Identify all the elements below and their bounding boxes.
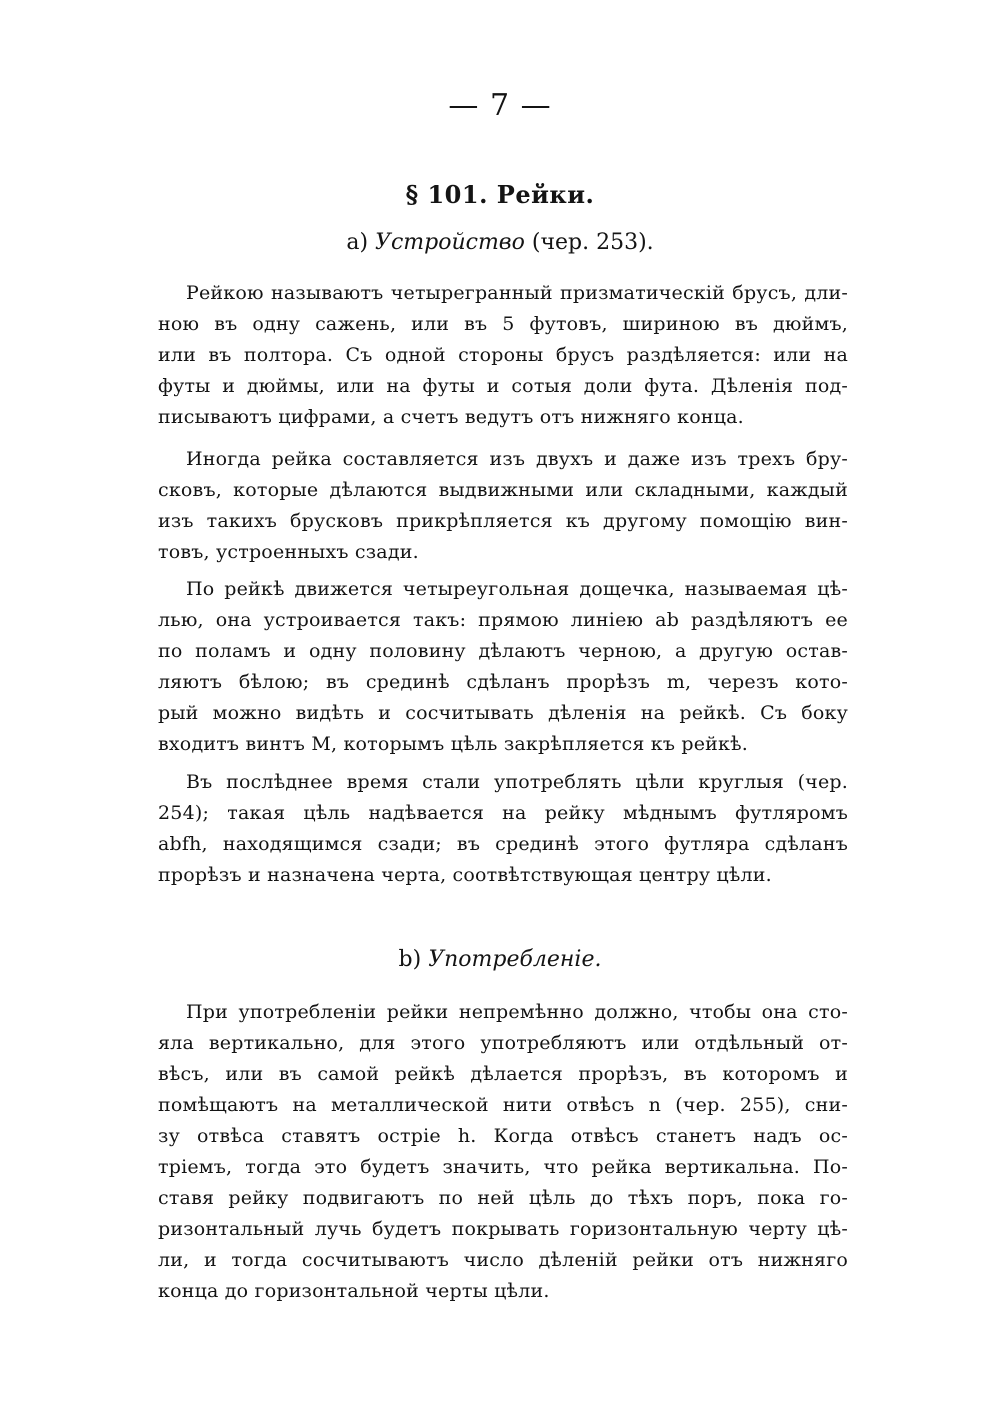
text-line: При употребленіи рейки непремѣнно должно, чтобы она сто- xyxy=(186,1001,848,1023)
text-line: вѣсъ, или въ самой рейкѣ дѣлается прорѣзъ, въ которомъ и xyxy=(158,1063,848,1085)
text-line: ризонтальный лучь будетъ покрывать горизонтальную черту цѣ- xyxy=(158,1218,848,1240)
text-line: или въ полтора. Съ одной стороны брусъ раздѣляется: или на xyxy=(158,344,848,366)
text-line: изъ такихъ брусковъ прикрѣпляется къ другому помощію вин- xyxy=(158,510,848,532)
subsection-a-label: a) xyxy=(346,230,369,255)
text-line: Иногда рейка составляется изъ двухъ и даже изъ трехъ бру- xyxy=(186,448,848,470)
paragraph-2 xyxy=(158,444,848,568)
text-line: 254); такая цѣль надѣвается на рейку мѣднымъ футляромъ xyxy=(158,802,848,824)
text-line: Рейкою называютъ четырегранный призматическій брусъ, дли- xyxy=(186,282,848,304)
subsection-a-heading xyxy=(0,230,1000,255)
text-line: рый можно видѣть и сосчитывать дѣленія на рейкѣ. Съ боку xyxy=(158,702,848,724)
text-line: По рейкѣ движется четыреугольная дощечка, называемая цѣ- xyxy=(186,578,848,600)
text-line: писываютъ цифрами, а счетъ ведутъ отъ нижняго конца. xyxy=(158,406,744,428)
text-line: помѣщаютъ на металлической нити отвѣсъ n (чер. 255), сни- xyxy=(158,1094,848,1116)
text-line: ставя рейку подвигаютъ по ней цѣль до тѣхъ поръ, пока го- xyxy=(158,1187,848,1209)
subsection-b-heading xyxy=(0,947,1000,972)
text-line: по поламъ и одну половину дѣлаютъ черною, а другую остав- xyxy=(158,640,848,662)
paragraph-3 xyxy=(158,574,848,760)
subsection-a-title: Устройство xyxy=(375,230,525,255)
text-line: ною въ одну сажень, или въ 5 футовъ, шириною въ дюймъ, xyxy=(158,313,848,335)
paragraph-4 xyxy=(158,767,848,891)
subsection-a-ref: (чер. 253). xyxy=(531,230,654,255)
paragraph-5 xyxy=(158,997,848,1307)
text-line: ляютъ бѣлою; въ срединѣ сдѣланъ прорѣзъ m, черезъ кото- xyxy=(158,671,848,693)
text-line: сковъ, которые дѣлаются выдвижными или складными, каждый xyxy=(158,479,848,501)
paragraph-1 xyxy=(158,278,848,433)
subsection-b-title: Употребленіе. xyxy=(428,947,602,972)
text-line: Въ послѣднее время стали употреблять цѣли круглыя (чер. xyxy=(186,771,848,793)
section-title: § 101. Рейки. xyxy=(405,180,595,209)
subsection-b-label: b) xyxy=(398,947,422,972)
text-line: лью, она устроивается такъ: прямою линіею ab раздѣляютъ ее xyxy=(158,609,848,631)
text-line: товъ, устроенныхъ сзади. xyxy=(158,541,419,563)
text-line: тріемъ, тогда это будетъ значить, что рейка вертикальна. По- xyxy=(158,1156,848,1178)
text-line: зу отвѣса ставятъ остріе h. Когда отвѣсъ станетъ надъ ос- xyxy=(158,1125,848,1147)
page-number: — 7 — xyxy=(448,88,552,123)
text-line: abfh, находящимся сзади; въ срединѣ этого футляра сдѣланъ xyxy=(158,833,848,855)
text-line: яла вертикально, для этого употребляютъ или отдѣльный от- xyxy=(158,1032,848,1054)
text-line: футы и дюймы, или на футы и сотыя доли фута. Дѣленія под- xyxy=(158,375,848,397)
text-line: входитъ винтъ М, которымъ цѣль закрѣпляется къ рейкѣ. xyxy=(158,733,749,755)
text-line: ли, и тогда сосчитываютъ число дѣленій рейки отъ нижняго xyxy=(158,1249,848,1271)
text-line: конца до горизонтальной черты цѣли. xyxy=(158,1280,550,1302)
text-line: прорѣзъ и назначена черта, соотвѣтствующая центру цѣли. xyxy=(158,864,772,886)
